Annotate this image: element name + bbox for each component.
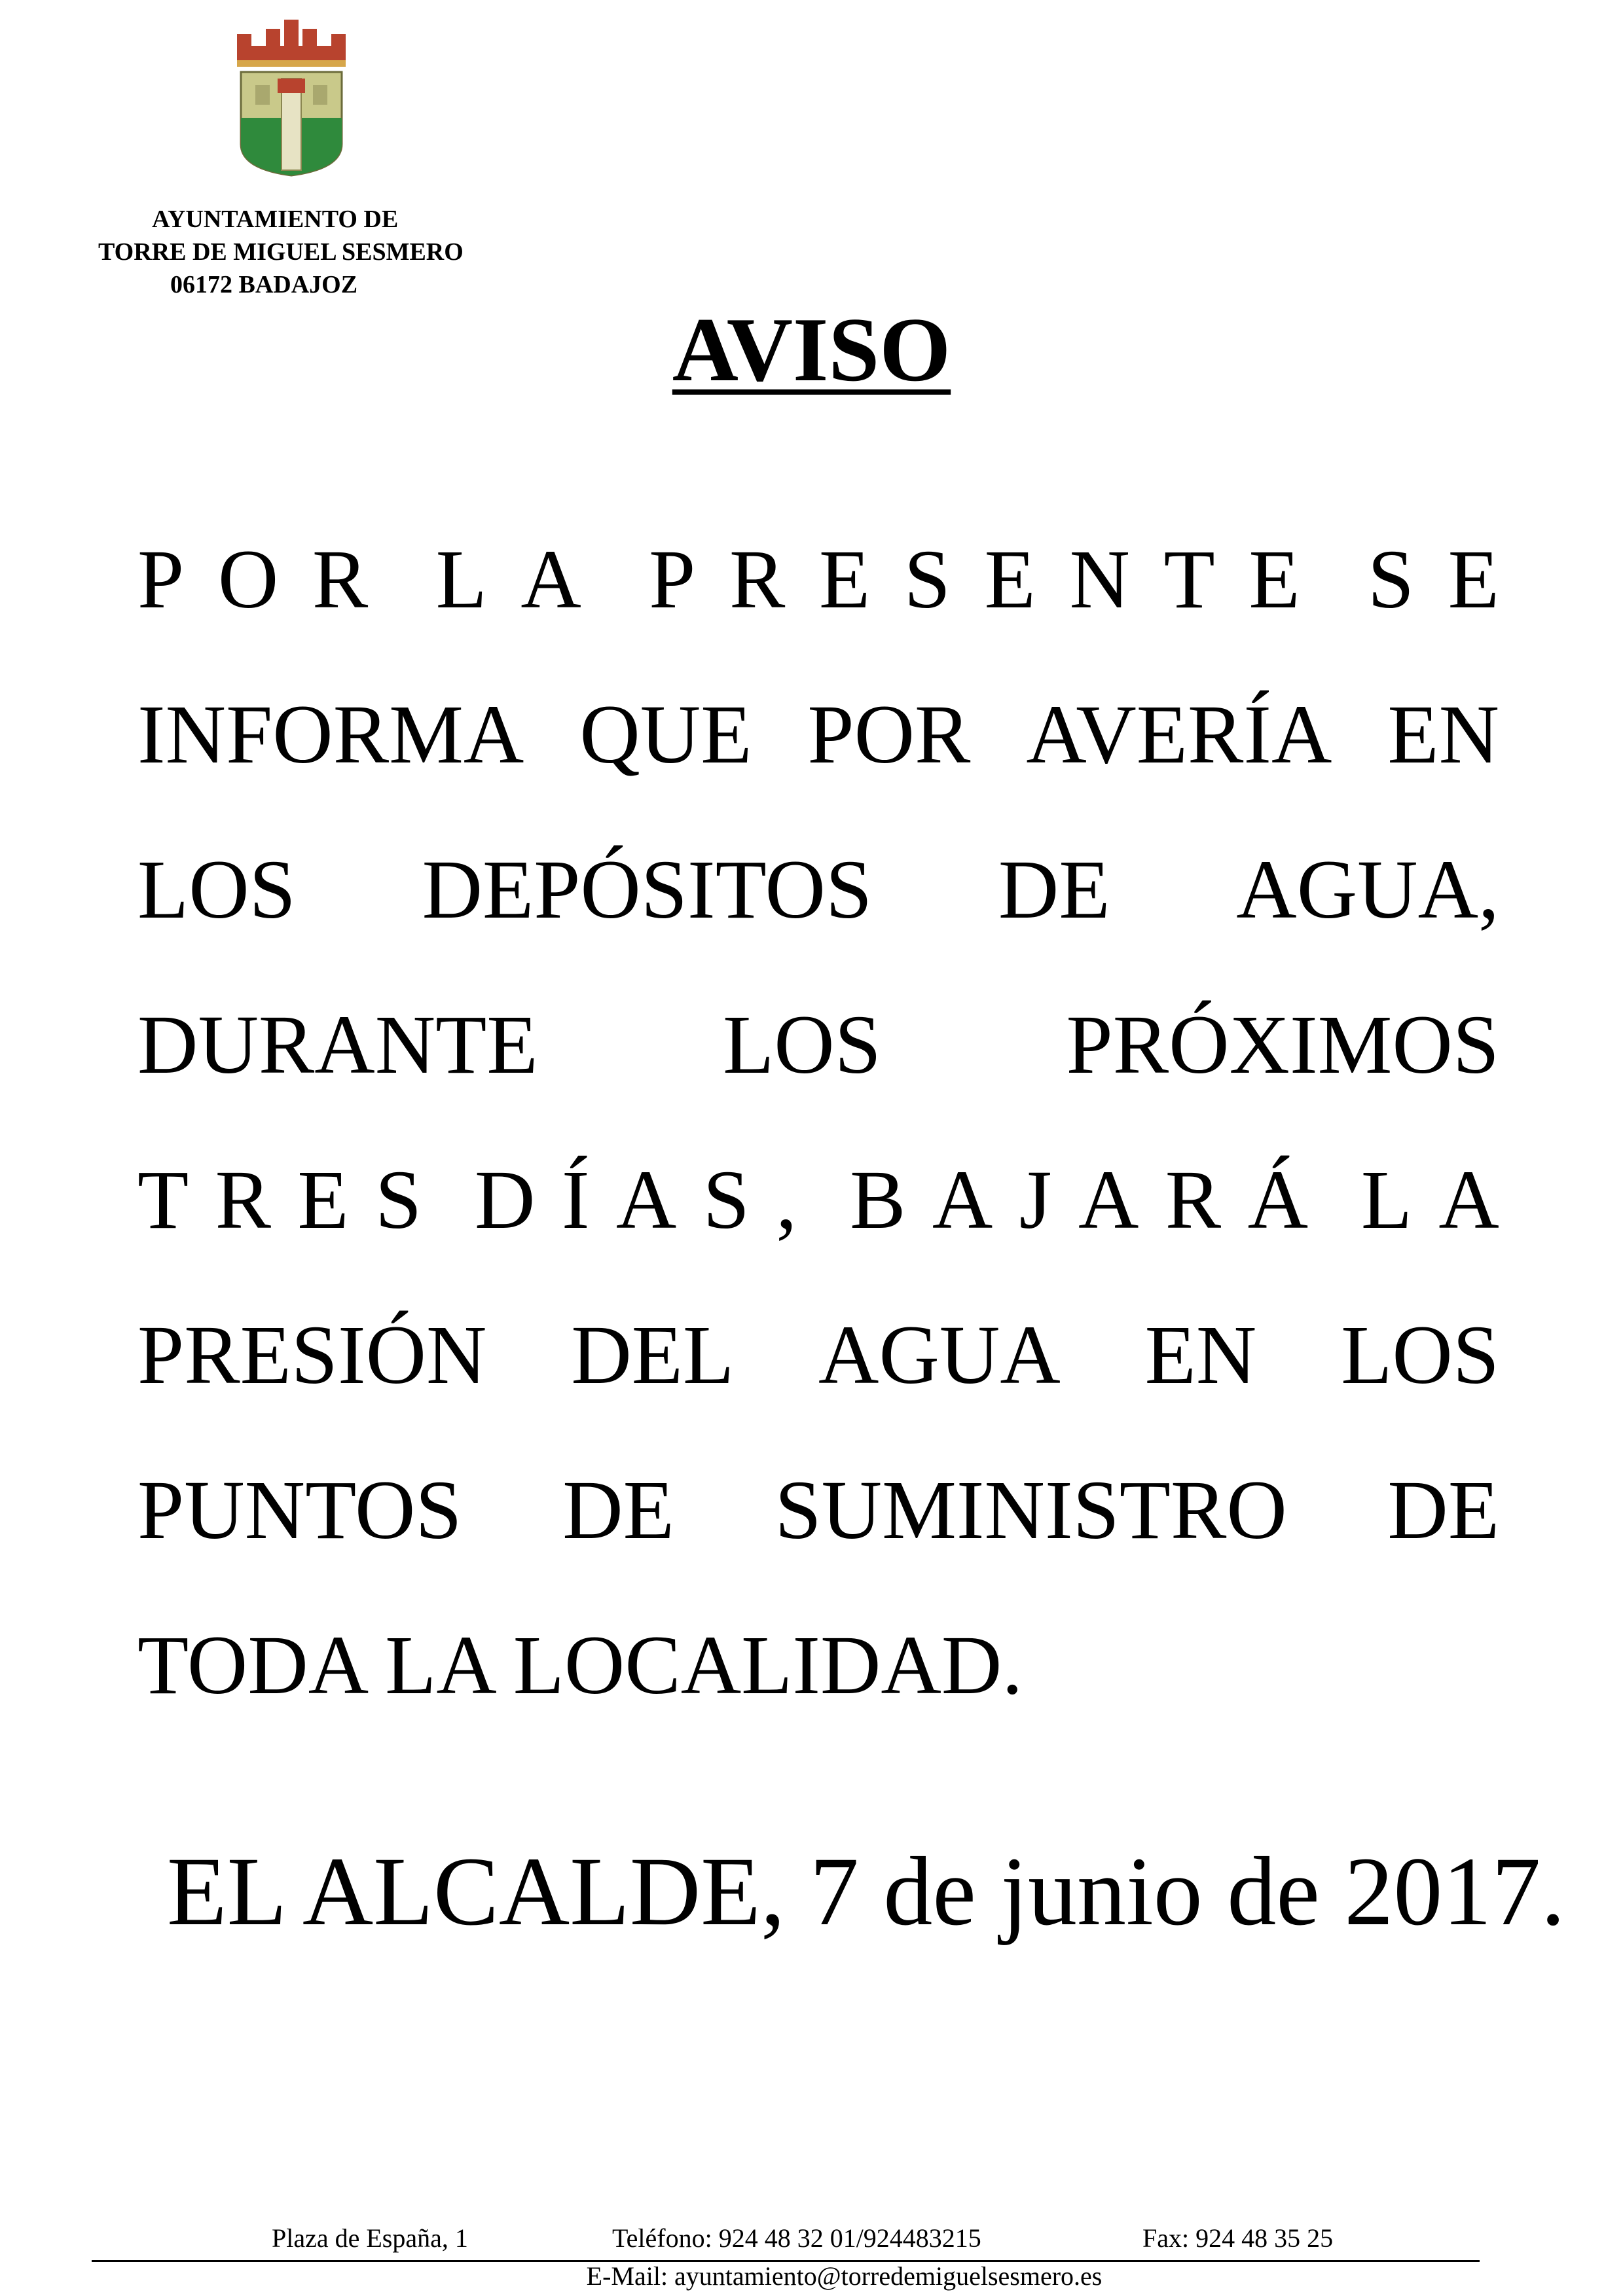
body-word: QUE xyxy=(579,688,752,781)
coat-of-arms-icon xyxy=(229,20,354,177)
signature-line: EL ALCALDE, 7 de junio de 2017. xyxy=(167,1837,1565,1946)
body-word: PUNTOS xyxy=(137,1463,462,1556)
body-word: INFORMA xyxy=(137,688,524,781)
body-line-6 xyxy=(137,1299,1499,1454)
notice-title xyxy=(0,298,1623,403)
footer-fax: Fax: 924 48 35 25 xyxy=(1142,2223,1334,2253)
body-word: P xyxy=(649,533,696,626)
body-word: E xyxy=(818,533,871,626)
body-word: L xyxy=(435,533,487,626)
body-word: S xyxy=(1367,533,1414,626)
body-word: D xyxy=(474,1153,536,1246)
body-word: Á xyxy=(1247,1153,1308,1246)
body-word: LOS xyxy=(1341,1308,1499,1401)
body-word: O xyxy=(217,533,279,626)
body-word: R xyxy=(1165,1153,1222,1246)
body-word: E xyxy=(1448,533,1499,626)
body-word: R xyxy=(312,533,369,626)
body-word: EN xyxy=(1144,1308,1257,1401)
body-word: Í xyxy=(561,1153,590,1246)
body-word: DE xyxy=(562,1463,674,1556)
body-word: LOS xyxy=(137,843,296,936)
body-word: TODA LA LOCALIDAD. xyxy=(137,1619,1023,1712)
body-word: DURANTE xyxy=(137,998,538,1091)
footer-phone: Teléfono: 924 48 32 01/924483215 xyxy=(612,2223,981,2253)
body-word: N xyxy=(1069,533,1130,626)
body-word: PRÓXIMOS xyxy=(1066,998,1499,1091)
body-word: DEL xyxy=(571,1308,735,1401)
body-word: L xyxy=(1360,1153,1412,1246)
footer-contact xyxy=(0,2219,1623,2258)
body-word: POR xyxy=(807,688,971,781)
body-word: SUMINISTRO xyxy=(775,1463,1287,1556)
letterhead-line-1: AYUNTAMIENTO DE xyxy=(152,206,399,233)
body-word: EN xyxy=(1387,688,1499,781)
body-word: R xyxy=(215,1153,271,1246)
body-word: A xyxy=(1438,1153,1499,1246)
body-line-3 xyxy=(137,834,1499,989)
body-word: R xyxy=(729,533,786,626)
body-word: S xyxy=(702,1153,750,1246)
letterhead-line-2: TORRE DE MIGUEL SESMERO xyxy=(98,238,464,266)
body-word: DE xyxy=(998,843,1110,936)
body-word: E xyxy=(297,1153,349,1246)
notice-title-text: AVISO xyxy=(672,299,951,401)
body-word: LOS xyxy=(723,998,881,1091)
notice-body xyxy=(137,524,1499,1765)
body-word: A xyxy=(615,1153,677,1246)
body-word: E xyxy=(984,533,1036,626)
body-word: J xyxy=(1019,1153,1052,1246)
body-word: E xyxy=(1249,533,1300,626)
body-word: AGUA, xyxy=(1236,843,1499,936)
body-line-5 xyxy=(137,1144,1499,1299)
body-line-2 xyxy=(137,679,1499,834)
body-word: T xyxy=(137,1153,189,1246)
body-line-4 xyxy=(137,989,1499,1144)
body-word: T xyxy=(1163,533,1215,626)
body-line-8 xyxy=(137,1609,1499,1765)
body-word: DE xyxy=(1387,1463,1499,1556)
letterhead-line-3: 06172 BADAJOZ xyxy=(170,271,358,298)
body-word: PRESIÓN xyxy=(137,1308,487,1401)
body-line-7 xyxy=(137,1454,1499,1609)
body-word: B xyxy=(850,1153,906,1246)
footer-email: E-Mail: ayuntamiento@torredemiguelsesmero.es xyxy=(586,2261,1103,2291)
body-word: AVERÍA xyxy=(1026,688,1332,781)
body-line-1 xyxy=(137,524,1499,679)
letterhead xyxy=(98,203,517,301)
footer-address: Plaza de España, 1 xyxy=(272,2223,468,2253)
body-word: A xyxy=(1078,1153,1139,1246)
body-word: S xyxy=(903,533,951,626)
body-word: AGUA xyxy=(818,1308,1061,1401)
body-word: A xyxy=(932,1153,993,1246)
body-word: A xyxy=(520,533,581,626)
body-word: S xyxy=(374,1153,422,1246)
body-word: , xyxy=(776,1153,797,1246)
body-word: DEPÓSITOS xyxy=(422,843,873,936)
body-word: P xyxy=(137,533,185,626)
